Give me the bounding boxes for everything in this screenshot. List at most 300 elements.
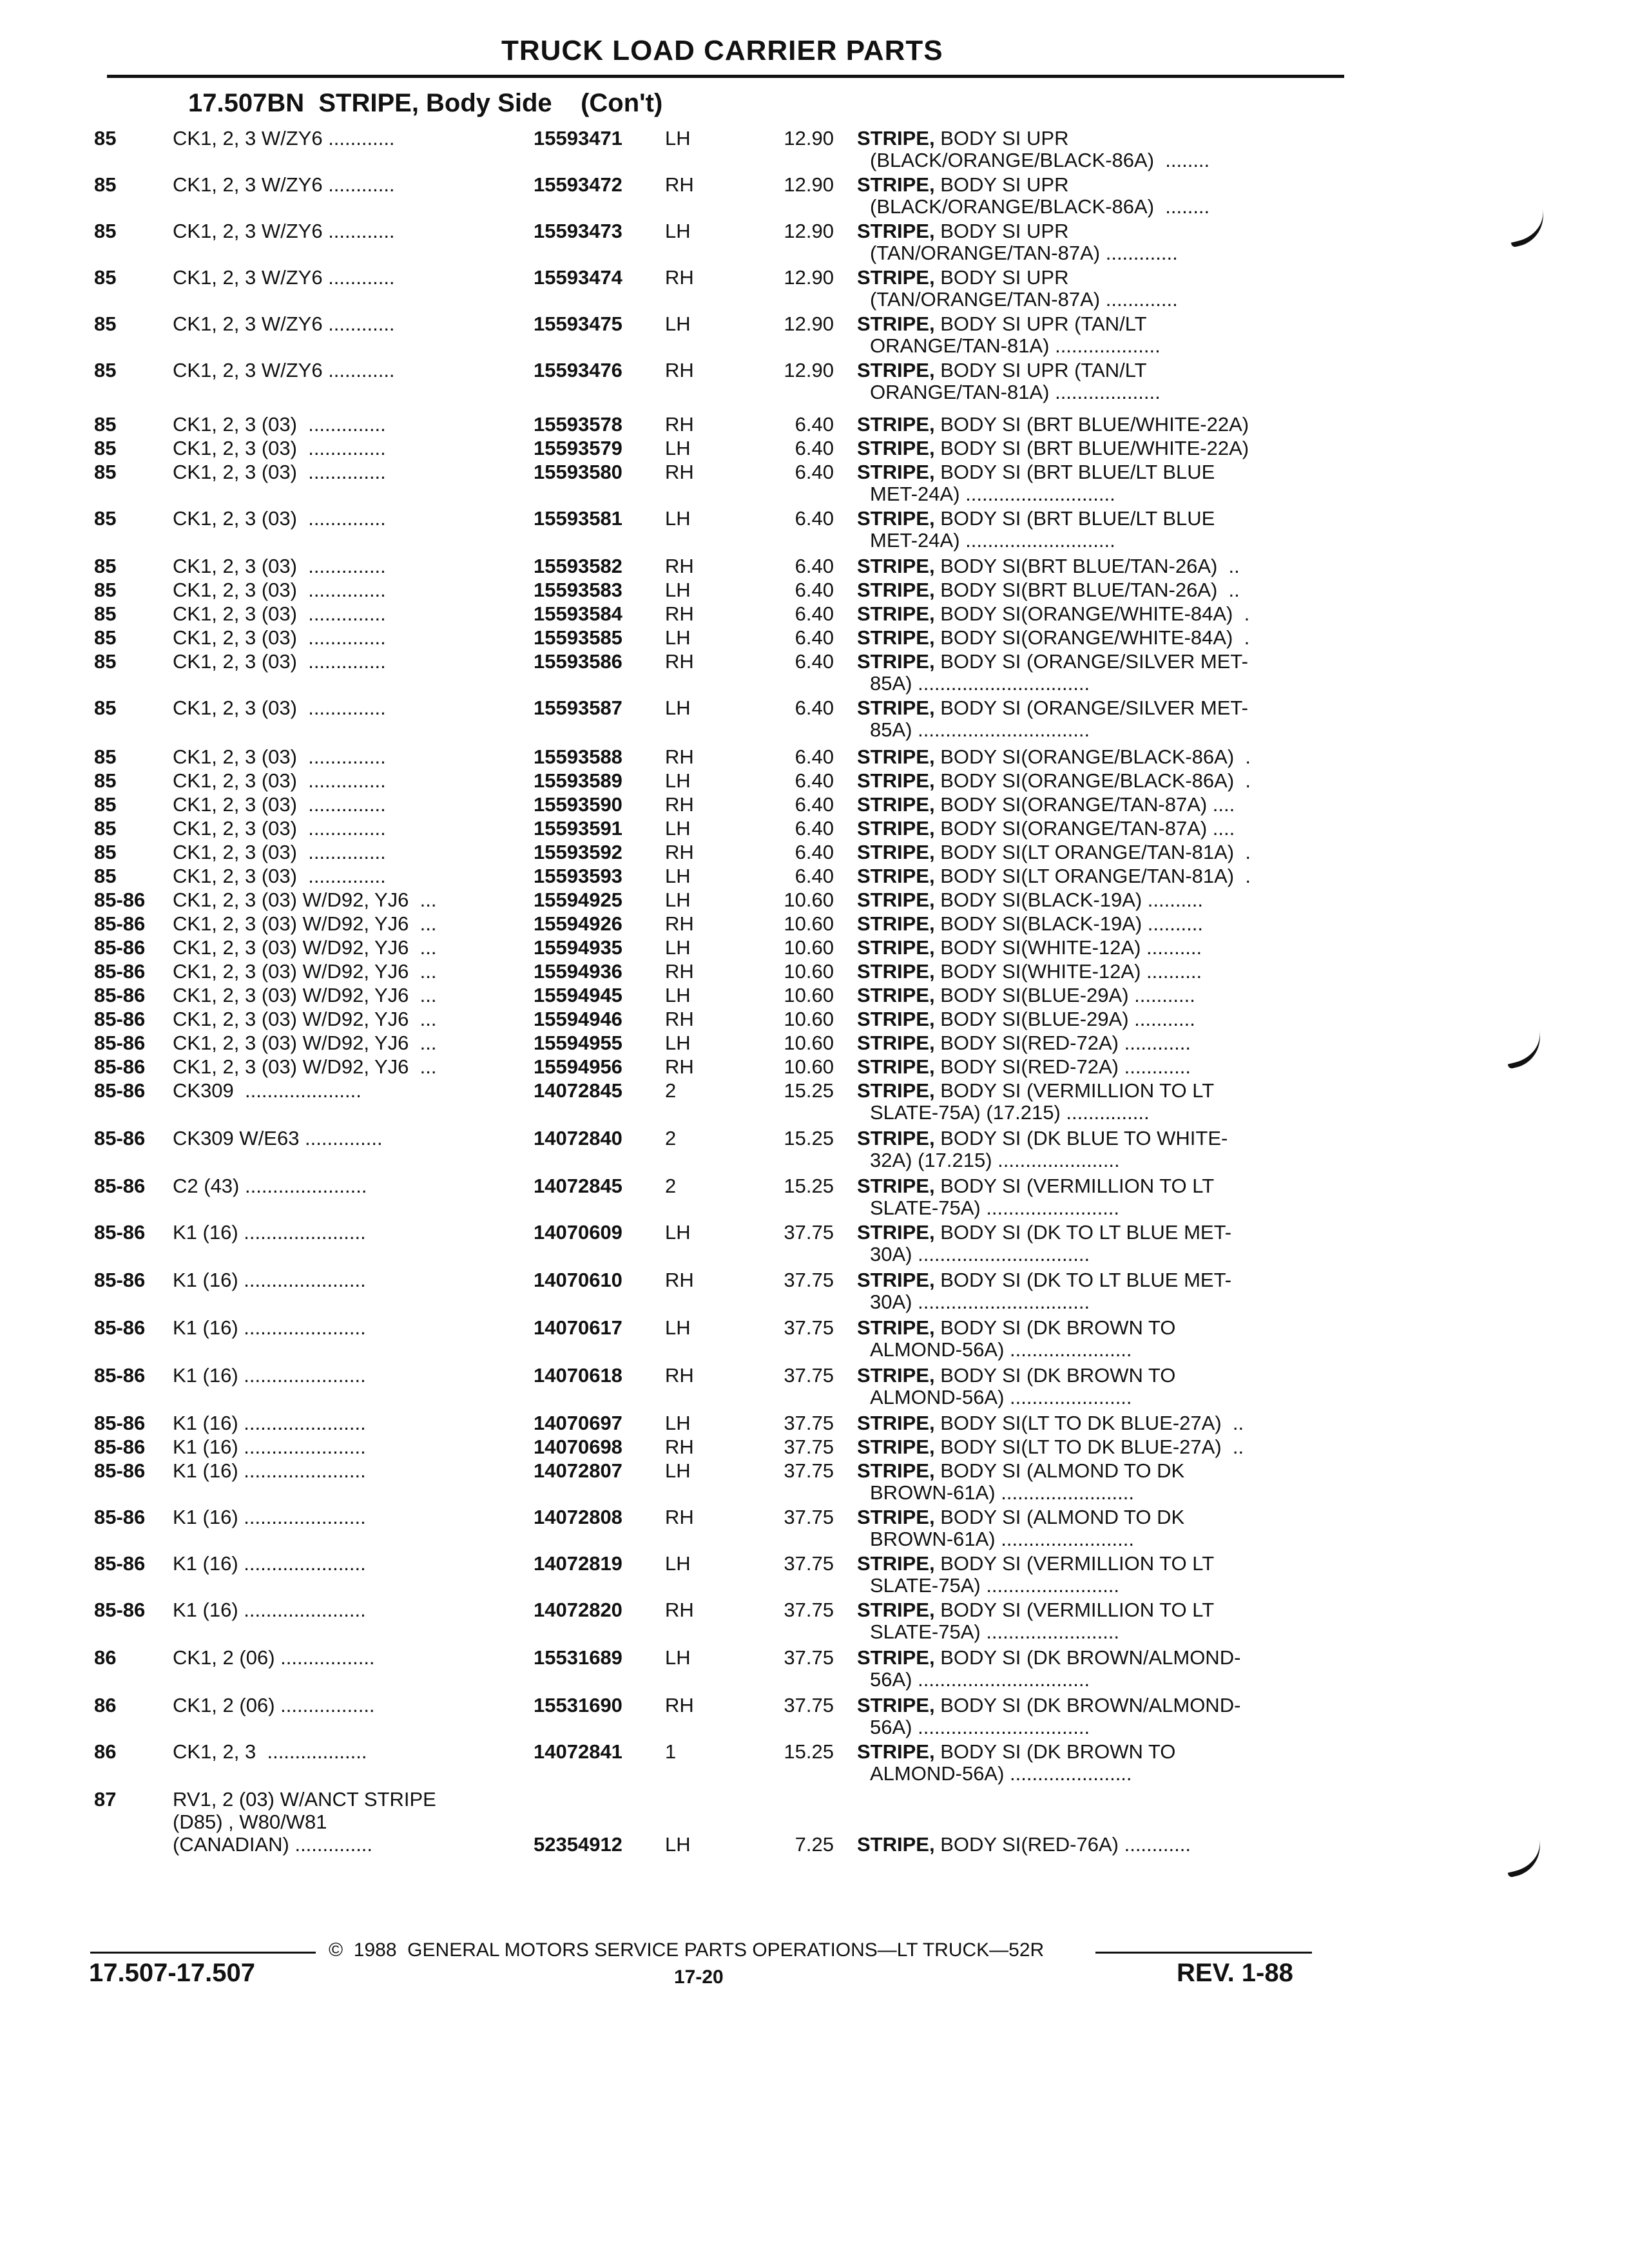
part-number: 15531689 [534, 1646, 622, 1669]
part-description-continued: MET-24A) ........................... [870, 483, 1115, 505]
part-number: 15593579 [534, 437, 622, 459]
quantity-side: RH [665, 1269, 694, 1291]
part-description-continued: SLATE-75A) ........................ [870, 1574, 1120, 1597]
part-description-continued: BROWN-61A) ........................ [870, 1481, 1134, 1504]
description-text: BODY SI (VERMILLION TO LT [934, 1552, 1215, 1575]
model-code: (D85) , W80/W81 [173, 1811, 327, 1833]
quantity-side: LH [665, 1552, 691, 1575]
price: 6.40 [795, 793, 834, 816]
part-description [857, 460, 1334, 484]
description-keyword: STRIPE, [857, 1221, 935, 1244]
part-description [857, 1007, 1334, 1031]
description-text: BODY SI (DK BROWN TO [934, 1364, 1176, 1387]
description-keyword: STRIPE, [857, 793, 935, 816]
model-year: 85-86 [94, 1008, 146, 1030]
part-number: 15593472 [534, 173, 622, 196]
description-text: BODY SI (ORANGE/SILVER MET- [934, 697, 1248, 719]
description-keyword: STRIPE, [857, 1552, 935, 1575]
footer-rule-right [1095, 1952, 1312, 1954]
description-keyword: STRIPE, [857, 1008, 935, 1030]
part-description-continued: ORANGE/TAN-81A) ................... [870, 334, 1161, 357]
description-text: BODY SI(ORANGE/WHITE-84A) . [934, 626, 1250, 649]
description-keyword: STRIPE, [857, 1127, 935, 1149]
model-code: K1 (16) ...................... [173, 1436, 366, 1458]
model-year: 85 [94, 865, 117, 887]
price: 37.75 [784, 1599, 834, 1621]
footer-section-range: 17.507-17.507 [89, 1959, 256, 1987]
description-text: BODY SI (VERMILLION TO LT [934, 1599, 1215, 1621]
description-keyword: STRIPE, [857, 769, 935, 792]
description-keyword: STRIPE, [857, 1175, 935, 1197]
quantity-side: RH [665, 1436, 694, 1458]
part-description-continued: SLATE-75A) ........................ [870, 1196, 1120, 1219]
quantity-side: LH [665, 1459, 691, 1482]
part-description [857, 626, 1334, 649]
description-keyword: STRIPE, [857, 841, 935, 863]
part-description [857, 1832, 1334, 1856]
part-description [857, 840, 1334, 864]
description-keyword: STRIPE, [857, 936, 935, 959]
description-text: BODY SI(ORANGE/BLACK-86A) . [934, 745, 1251, 768]
description-keyword: STRIPE, [857, 1079, 935, 1102]
description-text: BODY SI (DK TO LT BLUE MET- [934, 1269, 1232, 1291]
part-description [857, 1411, 1334, 1435]
price: 6.40 [795, 555, 834, 577]
price: 6.40 [795, 437, 834, 459]
model-code: CK1, 2, 3 (03) .............. [173, 817, 386, 840]
description-keyword: STRIPE, [857, 626, 935, 649]
model-year: 85-86 [94, 1364, 146, 1387]
part-number: 15593588 [534, 745, 622, 768]
description-text: BODY SI UPR [934, 173, 1069, 196]
part-number: 15593580 [534, 461, 622, 483]
part-number: 14070617 [534, 1316, 622, 1339]
description-text: BODY SI UPR [934, 220, 1069, 242]
part-description [857, 816, 1334, 840]
quantity-side: RH [665, 841, 694, 863]
part-description [857, 506, 1334, 530]
part-number: 15594926 [534, 912, 622, 935]
model-code: K1 (16) ...................... [173, 1599, 366, 1621]
part-number: 15593476 [534, 359, 622, 381]
price: 37.75 [784, 1459, 834, 1482]
part-number: 15593593 [534, 865, 622, 887]
description-text: BODY SI(RED-76A) ............ [934, 1833, 1191, 1856]
quantity-side: LH [665, 865, 691, 887]
model-year: 87 [94, 1788, 117, 1811]
quantity-side: RH [665, 1364, 694, 1387]
description-text: BODY SI (BRT BLUE/WHITE-22A) [934, 437, 1249, 459]
quantity-side: LH [665, 697, 691, 719]
model-year: 85 [94, 697, 117, 719]
model-code: K1 (16) ...................... [173, 1506, 366, 1528]
description-text: BODY SI(BRT BLUE/TAN-26A) .. [934, 579, 1240, 601]
price: 6.40 [795, 745, 834, 768]
part-number: 14072820 [534, 1599, 622, 1621]
part-number: 14072845 [534, 1175, 622, 1197]
description-text: BODY SI (VERMILLION TO LT [934, 1175, 1215, 1197]
description-keyword: STRIPE, [857, 912, 935, 935]
model-year: 85-86 [94, 1506, 146, 1528]
model-code: K1 (16) ...................... [173, 1552, 366, 1575]
description-text: BODY SI(RED-72A) ............ [934, 1055, 1191, 1078]
part-number: 14070618 [534, 1364, 622, 1387]
section-title: 17.507BN STRIPE, Body Side (Con't) [188, 89, 663, 117]
model-code: CK1, 2, 3 W/ZY6 ............ [173, 312, 395, 335]
quantity-side: RH [665, 912, 694, 935]
description-text: BODY SI(RED-72A) ............ [934, 1032, 1191, 1054]
part-number: 14070609 [534, 1221, 622, 1244]
part-description-continued: 85A) ............................... [870, 672, 1090, 695]
part-description [857, 864, 1334, 888]
part-number: 15593582 [534, 555, 622, 577]
description-keyword: STRIPE, [857, 1646, 935, 1669]
part-description-continued: ALMOND-56A) ...................... [870, 1762, 1132, 1785]
part-number: 15593592 [534, 841, 622, 863]
description-keyword: STRIPE, [857, 1269, 935, 1291]
description-text: BODY SI UPR (TAN/LT [934, 359, 1147, 381]
description-keyword: STRIPE, [857, 865, 935, 887]
model-year: 85 [94, 266, 117, 289]
model-code: CK1, 2, 3 (03) .............. [173, 507, 386, 530]
part-number: 15593474 [534, 266, 622, 289]
part-description [857, 1740, 1334, 1763]
price: 37.75 [784, 1552, 834, 1575]
model-code: CK1, 2, 3 (03) W/D92, YJ6 ... [173, 1055, 437, 1078]
description-keyword: STRIPE, [857, 1055, 935, 1078]
model-code: CK1, 2, 3 (03) W/D92, YJ6 ... [173, 984, 437, 1006]
part-number: 14072841 [534, 1740, 622, 1763]
description-keyword: STRIPE, [857, 555, 935, 577]
description-text: BODY SI (ALMOND TO DK [934, 1506, 1185, 1528]
price: 10.60 [784, 1055, 834, 1078]
model-year: 85-86 [94, 1079, 146, 1102]
model-year: 85 [94, 413, 117, 436]
description-text: BODY SI (DK BROWN TO [934, 1316, 1176, 1339]
description-keyword: STRIPE, [857, 889, 935, 911]
price: 10.60 [784, 984, 834, 1006]
description-text: BODY SI (DK BROWN/ALMOND- [934, 1694, 1241, 1716]
model-code: CK1, 2, 3 (03) .............. [173, 769, 386, 792]
part-number: 15593590 [534, 793, 622, 816]
model-code: CK1, 2, 3 (03) W/D92, YJ6 ... [173, 936, 437, 959]
price: 12.90 [784, 359, 834, 381]
part-description [857, 793, 1334, 816]
model-code: CK1, 2, 3 (03) W/D92, YJ6 ... [173, 1032, 437, 1054]
model-year: 85 [94, 745, 117, 768]
model-year: 85-86 [94, 1436, 146, 1458]
part-description [857, 1268, 1334, 1292]
price: 15.25 [784, 1740, 834, 1763]
model-code: CK1, 2, 3 (03) .............. [173, 841, 386, 863]
description-keyword: STRIPE, [857, 1694, 935, 1716]
quantity-side: LH [665, 312, 691, 335]
model-year: 85-86 [94, 1055, 146, 1078]
part-description [857, 126, 1334, 150]
description-keyword: STRIPE, [857, 1506, 935, 1528]
model-code: CK1, 2, 3 (03) .............. [173, 865, 386, 887]
description-text: BODY SI (VERMILLION TO LT [934, 1079, 1215, 1102]
model-year: 86 [94, 1646, 117, 1669]
part-description [857, 745, 1334, 769]
description-keyword: STRIPE, [857, 173, 935, 196]
description-keyword: STRIPE, [857, 1459, 935, 1482]
model-year: 85 [94, 650, 117, 673]
model-year: 85 [94, 579, 117, 601]
part-description [857, 602, 1334, 626]
model-code: K1 (16) ...................... [173, 1412, 366, 1434]
model-code: CK1, 2, 3 W/ZY6 ............ [173, 127, 395, 149]
part-description [857, 265, 1334, 289]
part-number: 15531690 [534, 1694, 622, 1716]
description-keyword: STRIPE, [857, 697, 935, 719]
model-code: CK1, 2, 3 (03) W/D92, YJ6 ... [173, 912, 437, 935]
part-description [857, 959, 1334, 983]
model-code: CK1, 2, 3 (03) .............. [173, 579, 386, 601]
model-code: (CANADIAN) .............. [173, 1833, 373, 1856]
model-year: 85 [94, 555, 117, 577]
part-description-continued: 56A) ............................... [870, 1668, 1090, 1691]
description-keyword: STRIPE, [857, 1599, 935, 1621]
description-keyword: STRIPE, [857, 579, 935, 601]
model-year: 85-86 [94, 1127, 146, 1149]
model-code: K1 (16) ...................... [173, 1364, 366, 1387]
model-year: 85 [94, 817, 117, 840]
quantity-side: RH [665, 413, 694, 436]
price: 37.75 [784, 1436, 834, 1458]
part-description-continued: 85A) ............................... [870, 718, 1090, 741]
description-text: BODY SI(LT ORANGE/TAN-81A) . [934, 865, 1251, 887]
price: 6.40 [795, 650, 834, 673]
footer-page-number: 17-20 [674, 1966, 724, 1988]
description-text: BODY SI(WHITE-12A) .......... [934, 960, 1202, 983]
description-keyword: STRIPE, [857, 650, 935, 673]
model-code: CK1, 2, 3 (03) .............. [173, 602, 386, 625]
part-number: 14072807 [534, 1459, 622, 1482]
part-number: 15593591 [534, 817, 622, 840]
model-year: 85 [94, 626, 117, 649]
model-year: 85-86 [94, 1412, 146, 1434]
price: 10.60 [784, 1032, 834, 1054]
quantity-side: LH [665, 1032, 691, 1054]
part-description-continued: BROWN-61A) ........................ [870, 1528, 1134, 1550]
part-description-continued: (BLACK/ORANGE/BLACK-86A) ........ [870, 195, 1210, 218]
part-description [857, 436, 1334, 460]
description-text: BODY SI (BRT BLUE/LT BLUE [934, 507, 1215, 530]
footer-revision: REV. 1-88 [1177, 1959, 1293, 1987]
quantity-side: 2 [665, 1079, 677, 1102]
part-description [857, 1126, 1334, 1150]
price: 10.60 [784, 936, 834, 959]
price: 12.90 [784, 312, 834, 335]
price: 6.40 [795, 579, 834, 601]
model-code: CK1, 2, 3 (03) .............. [173, 650, 386, 673]
model-year: 85-86 [94, 1459, 146, 1482]
part-description-continued: 30A) ............................... [870, 1243, 1090, 1265]
part-description [857, 649, 1334, 673]
part-description-continued: ORANGE/TAN-81A) ................... [870, 381, 1161, 403]
part-description-continued: (BLACK/ORANGE/BLACK-86A) ........ [870, 149, 1210, 171]
price: 37.75 [784, 1316, 834, 1339]
quantity-side: RH [665, 1694, 694, 1716]
model-year: 85-86 [94, 1175, 146, 1197]
model-code: K1 (16) ...................... [173, 1459, 366, 1482]
model-code: CK1, 2, 3 W/ZY6 ............ [173, 173, 395, 196]
model-year: 85-86 [94, 1552, 146, 1575]
model-year: 85 [94, 793, 117, 816]
model-code: CK309 ..................... [173, 1079, 361, 1102]
part-description [857, 1505, 1334, 1529]
part-description [857, 769, 1334, 793]
part-number: 14070698 [534, 1436, 622, 1458]
part-number: 15593581 [534, 507, 622, 530]
description-keyword: STRIPE, [857, 1412, 935, 1434]
quantity-side: 2 [665, 1127, 677, 1149]
price: 12.90 [784, 220, 834, 242]
description-text: BODY SI UPR (TAN/LT [934, 312, 1147, 335]
description-keyword: STRIPE, [857, 1436, 935, 1458]
price: 37.75 [784, 1221, 834, 1244]
part-number: 15593585 [534, 626, 622, 649]
price: 10.60 [784, 912, 834, 935]
model-code: CK1, 2, 3 (03) .............. [173, 555, 386, 577]
description-keyword: STRIPE, [857, 266, 935, 289]
model-code: RV1, 2 (03) W/ANCT STRIPE [173, 1788, 436, 1811]
part-description [857, 1693, 1334, 1717]
part-number: 14072840 [534, 1127, 622, 1149]
price: 37.75 [784, 1269, 834, 1291]
part-number: 15593473 [534, 220, 622, 242]
part-description [857, 696, 1334, 720]
description-keyword: STRIPE, [857, 1364, 935, 1387]
part-number: 15594925 [534, 889, 622, 911]
description-text: BODY SI(LT TO DK BLUE-27A) .. [934, 1436, 1244, 1458]
quantity-side: LH [665, 1646, 691, 1669]
price: 15.25 [784, 1175, 834, 1197]
quantity-side: RH [665, 461, 694, 483]
part-number: 14072819 [534, 1552, 622, 1575]
description-keyword: STRIPE, [857, 507, 935, 530]
model-code: CK1, 2, 3 W/ZY6 ............ [173, 220, 395, 242]
quantity-side: LH [665, 1316, 691, 1339]
model-code: K1 (16) ...................... [173, 1221, 366, 1244]
description-text: BODY SI(WHITE-12A) .......... [934, 936, 1202, 959]
quantity-side: RH [665, 650, 694, 673]
description-keyword: STRIPE, [857, 602, 935, 625]
model-code: CK1, 2, 3 W/ZY6 ............ [173, 359, 395, 381]
part-number: 15593583 [534, 579, 622, 601]
part-number: 15594945 [534, 984, 622, 1006]
part-number: 15593584 [534, 602, 622, 625]
model-code: CK1, 2, 3 (03) .............. [173, 745, 386, 768]
description-keyword: STRIPE, [857, 1740, 935, 1763]
quantity-side: LH [665, 507, 691, 530]
model-year: 85 [94, 461, 117, 483]
part-description [857, 554, 1334, 578]
part-description [857, 912, 1334, 936]
model-code: CK1, 2, 3 .................. [173, 1740, 367, 1763]
quantity-side: RH [665, 266, 694, 289]
description-text: BODY SI(ORANGE/TAN-87A) .... [934, 793, 1235, 816]
quantity-side: LH [665, 127, 691, 149]
model-year: 85 [94, 602, 117, 625]
part-description-continued: 56A) ............................... [870, 1716, 1090, 1738]
part-description [857, 1435, 1334, 1459]
part-description [857, 1316, 1334, 1340]
description-text: BODY SI(BLUE-29A) ........... [934, 984, 1195, 1006]
part-description [857, 358, 1334, 382]
model-year: 86 [94, 1740, 117, 1763]
price: 6.40 [795, 817, 834, 840]
part-description-continued: MET-24A) ........................... [870, 529, 1115, 552]
description-keyword: STRIPE, [857, 745, 935, 768]
model-code: CK1, 2 (06) ................. [173, 1646, 375, 1669]
part-number: 15594955 [534, 1032, 622, 1054]
part-number: 15593587 [534, 697, 622, 719]
part-description [857, 888, 1334, 912]
part-number: 14070697 [534, 1412, 622, 1434]
part-description [857, 173, 1334, 197]
part-description [857, 412, 1334, 436]
model-code: CK1, 2 (06) ................. [173, 1694, 375, 1716]
model-code: CK1, 2, 3 (03) .............. [173, 461, 386, 483]
price: 6.40 [795, 461, 834, 483]
price: 15.25 [784, 1079, 834, 1102]
description-text: BODY SI (DK TO LT BLUE MET- [934, 1221, 1232, 1244]
model-year: 85 [94, 312, 117, 335]
quantity-side: LH [665, 437, 691, 459]
model-year: 85-86 [94, 1269, 146, 1291]
quantity-side: RH [665, 555, 694, 577]
price: 10.60 [784, 960, 834, 983]
part-description [857, 1079, 1334, 1102]
part-number: 15593471 [534, 127, 622, 149]
description-keyword: STRIPE, [857, 984, 935, 1006]
quantity-side: RH [665, 602, 694, 625]
description-text: BODY SI (BRT BLUE/LT BLUE [934, 461, 1215, 483]
price: 12.90 [784, 127, 834, 149]
quantity-side: 2 [665, 1175, 677, 1197]
model-code: CK1, 2, 3 (03) W/D92, YJ6 ... [173, 889, 437, 911]
part-description-continued: (TAN/ORANGE/TAN-87A) ............. [870, 288, 1178, 311]
model-year: 85 [94, 359, 117, 381]
description-keyword: STRIPE, [857, 312, 935, 335]
description-text: BODY SI (ALMOND TO DK [934, 1459, 1185, 1482]
quantity-side: LH [665, 984, 691, 1006]
part-number: 52354912 [534, 1833, 622, 1856]
quantity-side: LH [665, 1412, 691, 1434]
quantity-side: RH [665, 173, 694, 196]
price: 6.40 [795, 602, 834, 625]
part-description [857, 983, 1334, 1007]
description-text: BODY SI (ORANGE/SILVER MET- [934, 650, 1248, 673]
description-text: BODY SI(ORANGE/BLACK-86A) . [934, 769, 1251, 792]
price: 6.40 [795, 865, 834, 887]
price: 12.90 [784, 266, 834, 289]
part-description-continued: SLATE-75A) ........................ [870, 1620, 1120, 1643]
description-text: BODY SI (DK BROWN/ALMOND- [934, 1646, 1241, 1669]
part-number: 15593475 [534, 312, 622, 335]
part-number: 15594935 [534, 936, 622, 959]
price: 6.40 [795, 626, 834, 649]
price: 6.40 [795, 697, 834, 719]
model-year: 85 [94, 437, 117, 459]
part-number: 15594956 [534, 1055, 622, 1078]
part-description-continued: 30A) ............................... [870, 1291, 1090, 1313]
part-description-continued: 32A) (17.215) ...................... [870, 1149, 1120, 1171]
model-year: 86 [94, 1694, 117, 1716]
price: 15.25 [784, 1127, 834, 1149]
